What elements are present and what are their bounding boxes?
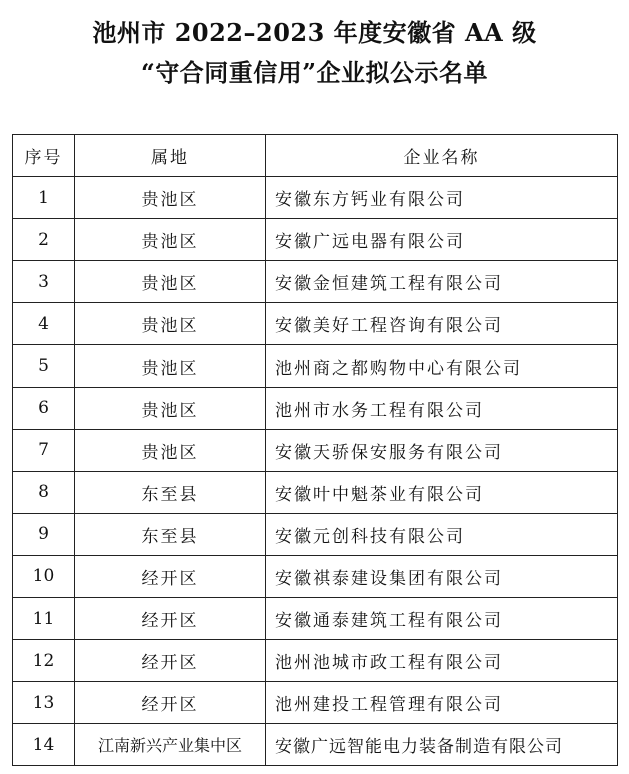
cell-location: 贵池区 — [75, 303, 266, 345]
cell-serial-number: 2 — [13, 219, 75, 261]
table-row — [13, 429, 618, 471]
table-header-row — [13, 135, 618, 177]
cell-serial-number: 12 — [13, 640, 75, 682]
cell-location: 贵池区 — [75, 177, 266, 219]
cell-location: 经开区 — [75, 598, 266, 640]
cell-serial-number: 10 — [13, 555, 75, 597]
company-list-table — [12, 134, 618, 766]
cell-location: 经开区 — [75, 555, 266, 597]
cell-company-name: 安徽广远智能电力装备制造有限公司 — [266, 724, 618, 766]
cell-company-name: 池州池城市政工程有限公司 — [266, 640, 618, 682]
table-row — [13, 724, 618, 766]
cell-location: 贵池区 — [75, 387, 266, 429]
cell-location: 贵池区 — [75, 345, 266, 387]
table-row — [13, 261, 618, 303]
cell-serial-number: 14 — [13, 724, 75, 766]
cell-location: 江南新兴产业集中区 — [75, 724, 266, 766]
cell-serial-number: 8 — [13, 471, 75, 513]
cell-serial-number: 5 — [13, 345, 75, 387]
cell-company-name: 安徽祺泰建设集团有限公司 — [266, 555, 618, 597]
cell-company-name: 安徽东方钙业有限公司 — [266, 177, 618, 219]
table-row — [13, 303, 618, 345]
cell-location: 经开区 — [75, 682, 266, 724]
table-row — [13, 640, 618, 682]
document-title-line-2: “守合同重信用”企业拟公示名单 — [140, 58, 489, 87]
cell-company-name: 安徽美好工程咨询有限公司 — [266, 303, 618, 345]
cell-serial-number: 1 — [13, 177, 75, 219]
table-row — [13, 177, 618, 219]
table-row — [13, 471, 618, 513]
cell-company-name: 池州商之都购物中心有限公司 — [266, 345, 618, 387]
cell-company-name: 安徽金恒建筑工程有限公司 — [266, 261, 618, 303]
header-serial-number: 序号 — [13, 135, 75, 177]
cell-serial-number: 3 — [13, 261, 75, 303]
table-row — [13, 555, 618, 597]
cell-company-name: 安徽天骄保安服务有限公司 — [266, 429, 618, 471]
cell-serial-number: 13 — [13, 682, 75, 724]
cell-company-name: 安徽元创科技有限公司 — [266, 513, 618, 555]
table-row — [13, 598, 618, 640]
header-company-name: 企业名称 — [266, 135, 618, 177]
cell-serial-number: 4 — [13, 303, 75, 345]
cell-location: 贵池区 — [75, 429, 266, 471]
cell-serial-number: 7 — [13, 429, 75, 471]
table-row — [13, 513, 618, 555]
cell-location: 贵池区 — [75, 219, 266, 261]
table-row — [13, 387, 618, 429]
cell-serial-number: 9 — [13, 513, 75, 555]
cell-company-name: 安徽广远电器有限公司 — [266, 219, 618, 261]
table-row — [13, 345, 618, 387]
table-row — [13, 219, 618, 261]
cell-company-name: 安徽通泰建筑工程有限公司 — [266, 598, 618, 640]
cell-company-name: 池州建投工程管理有限公司 — [266, 682, 618, 724]
cell-serial-number: 11 — [13, 598, 75, 640]
cell-company-name: 池州市水务工程有限公司 — [266, 387, 618, 429]
table-row — [13, 682, 618, 724]
cell-serial-number: 6 — [13, 387, 75, 429]
header-location: 属地 — [75, 135, 266, 177]
cell-location: 经开区 — [75, 640, 266, 682]
cell-location: 东至县 — [75, 471, 266, 513]
cell-location: 贵池区 — [75, 261, 266, 303]
document-title-line-1: 池州市 2022–2023 年度安徽省 AA 级 — [92, 18, 537, 47]
cell-company-name: 安徽叶中魁茶业有限公司 — [266, 471, 618, 513]
cell-location: 东至县 — [75, 513, 266, 555]
